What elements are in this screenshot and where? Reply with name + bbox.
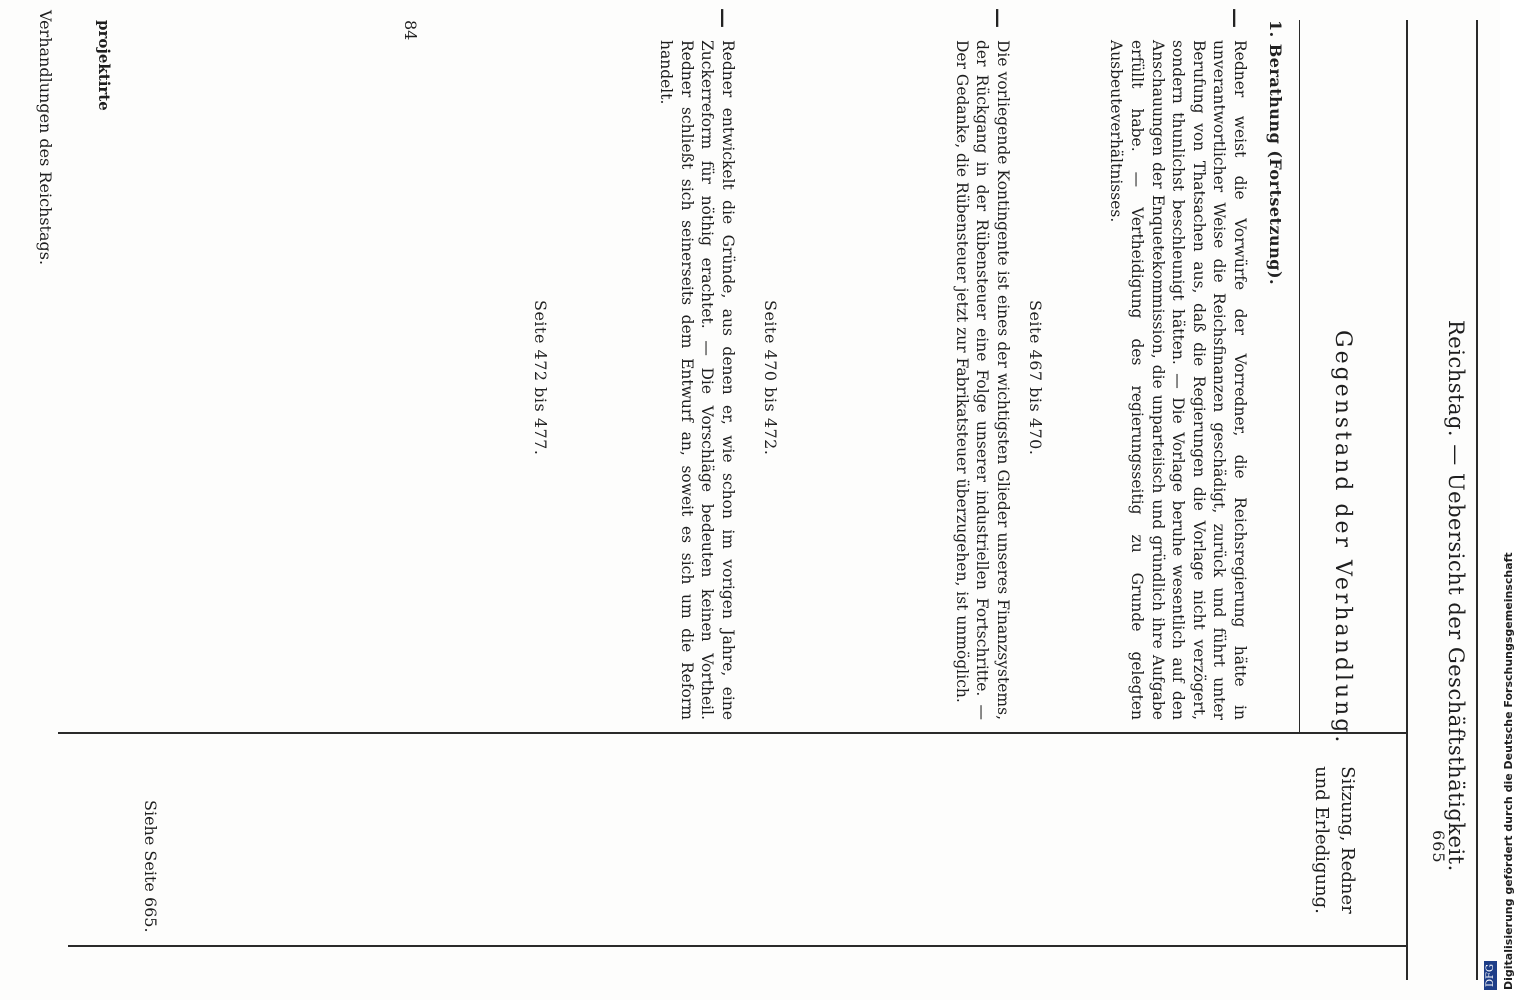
side-page-reference: Siehe Seite 665. — [141, 800, 160, 933]
column-divider — [58, 732, 1408, 734]
main-head-rule — [1299, 20, 1300, 732]
paragraph-dash-marker: — — [1224, 8, 1248, 28]
page-range-2: Seite 470 bis 472. — [761, 300, 780, 456]
page-range-3: Seite 472 bis 477. — [531, 300, 550, 456]
entry-lead: 1. Berathung (Fortsetzung). — [1266, 20, 1285, 286]
right-column-rule — [68, 945, 1408, 947]
dfg-credit-text: Digitalisierung gefördert durch die Deutsche Forschungsgemeinschaft — [1502, 552, 1515, 990]
column-heading: Gegenstand der Verhandlung. — [1330, 330, 1355, 746]
catchword: projektirte — [95, 20, 113, 111]
side-column-heading: Sitzung, Redner und Erledigung. — [1311, 766, 1358, 914]
paragraph-dash-marker: — — [987, 8, 1011, 28]
entry-paragraph-2: Die vorliegende Kontingente ist eines der wichtigsten Glieder unseres Finanzsystems, der Rückgang in der Rübensteuer eine Folge unserer industriellen Fortschritte. — Der Gedanke, die Rübensteuer jetzt zur Fabrikatsteuer überzugehen, ist unmöglich. — [952, 40, 1012, 720]
running-title: Reichstag. — Uebersicht der Geschäftsthätigkeit. — [1444, 320, 1468, 872]
page-range-1: Seite 467 bis 470. — [1026, 300, 1045, 456]
paragraph-dash-marker: — — [712, 8, 736, 28]
page-number: 665 — [1429, 830, 1448, 864]
dfg-credit-strip — [1478, 552, 1516, 990]
footer-page-number: 84 — [401, 20, 420, 41]
entry-paragraph-3: Redner entwickelt die Gründe, aus denen er, wie schon im vorigen Jahre, eine Zuckerreform für nöthig erachtet. — Die Vorschläge bedeuten keinen Vortheil. Redner schließt sich seinerseits dem Entwurf an, soweit es sich um die Reform handelt. — [657, 40, 737, 720]
entry-paragraph-1: Redner weist die Vorwürfe der Vorredner, die Reichsregierung hätte in unverantwortlicher Weise die Reichsfinanzen geschädigt, zurück und führt unter Berufung von Thatsachen aus, daß die Regierungen die Vorlage nicht verzögert, sondern thunlichst beschleunigt hätten. — Die Vorlage beruhe wesentlich auf den Anschauungen der Enquetekommission, die unparteiisch und gründlich ihre Aufgabe erfüllt habe. — Vertheidigung des regierungsseitig zu Grunde gelegten Ausbeuteverhältnisses. — [1107, 40, 1249, 720]
footer-left: Verhandlungen des Reichstags. — [36, 10, 55, 266]
header-rule-bottom — [1406, 20, 1408, 980]
dfg-logo: DFG — [1484, 961, 1497, 990]
